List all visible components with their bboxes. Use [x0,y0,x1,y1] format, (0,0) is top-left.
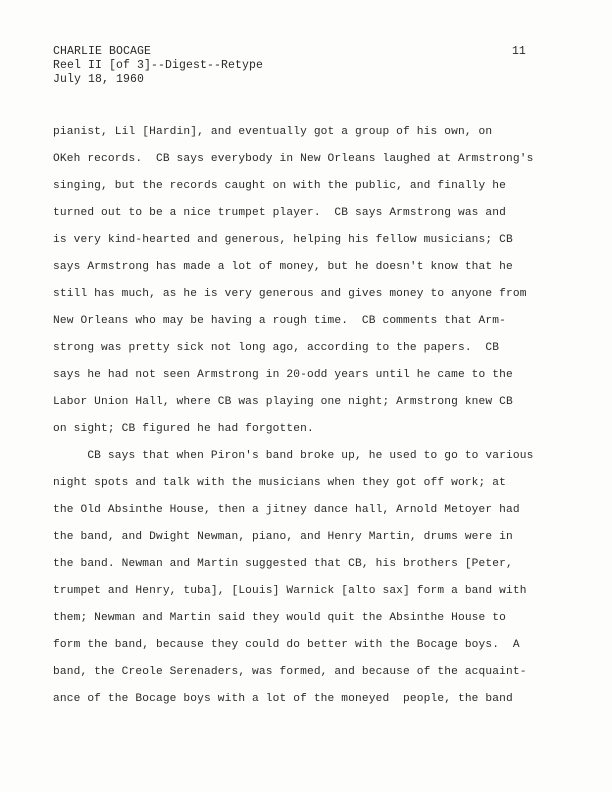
document-header [53,45,263,87]
text-line: CB says that when Piron's band broke up, he used to go to various [53,450,534,462]
reel-info: Reel II [of 3]--Digest--Retype [53,59,264,72]
text-line: trumpet and Henry, tuba], [Louis] Warnick [alto sax] form a band with [53,585,527,597]
text-line: Labor Union Hall, where CB was playing one night; Armstrong knew CB [53,396,513,408]
page-number: 11 [512,45,526,58]
text-line: on sight; CB figured he had forgotten. [53,423,314,435]
text-line: night spots and talk with the musicians when they got off work; at [53,477,506,489]
interview-date: July 18, 1960 [53,73,145,86]
text-line: the Old Absinthe House, then a jitney dance hall, Arnold Metoyer had [53,504,520,516]
text-line: OKeh records. CB says everybody in New Orleans laughed at Armstrong's [53,153,534,165]
interviewee-name: CHARLIE BOCAGE [53,45,152,58]
text-line: the band, and Dwight Newman, piano, and Henry Martin, drums were in [53,531,513,543]
text-line: New Orleans who may be having a rough time. CB comments that Arm- [53,315,506,327]
text-line: form the band, because they could do better with the Bocage boys. A [53,639,520,651]
text-line: is very kind-hearted and generous, helping his fellow musicians; CB [53,234,513,246]
text-line: strong was pretty sick not long ago, according to the papers. CB [53,342,500,354]
text-line: band, the Creole Serenaders, was formed, and because of the acquaint- [53,666,527,678]
text-line: them; Newman and Martin said they would quit the Absinthe House to [53,612,506,624]
text-line: turned out to be a nice trumpet player. CB says Armstrong was and [53,207,506,219]
text-line: says he had not seen Armstrong in 20-odd years until he came to the [53,369,513,381]
text-line: ance of the Bocage boys with a lot of the moneyed people, the band [53,693,513,705]
text-line: pianist, Lil [Hardin], and eventually got a group of his own, on [53,126,493,138]
text-line: says Armstrong has made a lot of money, but he doesn't know that he [53,261,513,273]
text-line: still has much, as he is very generous and gives money to anyone from [53,288,527,300]
text-line: singing, but the records caught on with the public, and finally he [53,180,506,192]
text-line: the band. Newman and Martin suggested that CB, his brothers [Peter, [53,558,513,570]
transcript-body [53,125,593,719]
